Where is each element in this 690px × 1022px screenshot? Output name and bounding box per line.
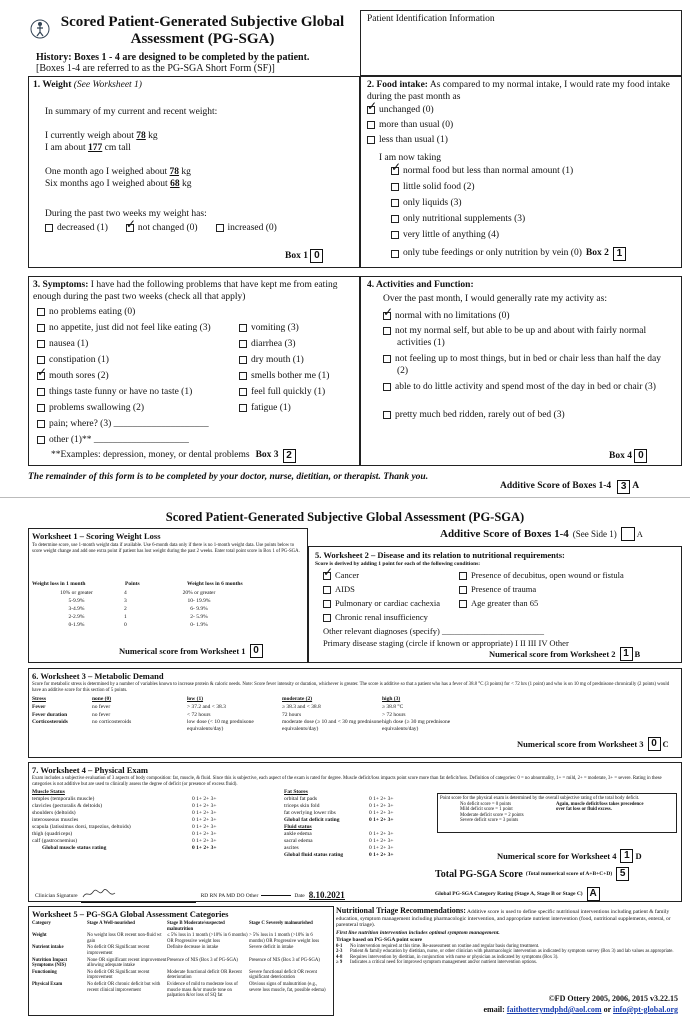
activity-little[interactable]: able to do little activity and spend most of the day in bed or chair (3) <box>383 382 673 410</box>
checkbox-icon[interactable] <box>383 355 391 363</box>
ws5-row: Weight No weight loss OR recent non-fluid wt gain ≤ 5% loss in 1 month (>10% in 6 months) OR Progressive weight loss > 5% loss in 1 month (>10% in 6 months) OR Progressive weight loss <box>32 933 320 944</box>
box4-score-row <box>609 449 647 463</box>
symptom-swallowing[interactable]: problems swallowing (2) <box>37 403 211 419</box>
ws1-row: 10% or greater 4 20% or greater <box>60 589 216 596</box>
checked-checkbox-icon[interactable] <box>367 106 375 114</box>
ws5-row: Physical Exam No deficit OR chronic deficit but with recent clinical improvement Evidence of mild to moderate loss of muscle mass &/or muscle tone on palpation &/or loss of SQ fat Obvious signs of malnutrition (e.g., severe loss muscle, fat, possible edema) <box>32 981 326 999</box>
ws4-note: Point score for the physical exam is determined by the overall subjective rating of the total body deficit. <box>440 796 640 801</box>
symptoms-title: 3. Symptoms: <box>33 280 89 290</box>
ws4-muscle-row: shoulders (deltoids) 0 1+ 2+ 3+ <box>32 810 217 817</box>
ws4-fluid-global[interactable]: Global fluid status rating 0 1+ 2+ 3+ <box>284 852 394 859</box>
ws4-muscle-row: thigh (quadriceps) 0 1+ 2+ 3+ <box>32 831 217 838</box>
ws3-score-row <box>517 737 669 751</box>
ws1-row: 3-4.9% 2 6- 9.9% <box>68 605 208 612</box>
checkbox-icon[interactable] <box>239 404 247 412</box>
ws2-cancer[interactable]: ✓Cancer <box>323 570 440 584</box>
current-weight-value[interactable]: 78 <box>136 131 146 141</box>
food-intro: As compared to my normal intake, I would rate my food intake during the past month as <box>367 80 670 102</box>
height-label: I am about <box>45 143 86 153</box>
box3-score[interactable]: 2 <box>283 449 296 463</box>
checked-checkbox-icon[interactable] <box>383 312 391 320</box>
ws2-title: 5. Worksheet 2 – Disease and its relation to nutritional requirements: <box>315 550 565 560</box>
month-weight-value[interactable]: 78 <box>169 167 180 177</box>
ws5-row: Nutrient intake No deficit OR Significant recent improvement Definite decrease in intake Severe deficit in intake <box>32 945 294 956</box>
ws2-renal[interactable]: Chronic renal insufficiency <box>323 612 440 624</box>
six-month-weight-row <box>45 179 191 191</box>
weight-option-increased[interactable]: increased (0) <box>216 223 277 235</box>
weight-option-not-changed[interactable]: ✓ not changed (0) <box>126 223 198 235</box>
symptom-smells[interactable]: smells bother me (1) <box>239 371 329 387</box>
ws4-muscle-row: calf (gastrocnemius) 0 1+ 2+ 3+ <box>32 838 217 845</box>
taking-label: I am now taking <box>379 153 442 163</box>
triage-row: 4-8 Requires intervention by dietitian, in conjunction with nurse or physician as indicated by symptoms (Box 3). <box>336 954 559 960</box>
ws3-score-label: Numerical score from Worksheet 3 <box>517 739 644 749</box>
remainder-note: The remainder of this form is to be completed by your doctor, nurse, dietitian, or therapist. Thank you. <box>28 472 429 482</box>
month-weight-row <box>45 167 191 179</box>
email-or: or <box>603 1005 611 1014</box>
worksheet2-box <box>308 546 682 663</box>
checked-checkbox-icon[interactable] <box>323 572 331 580</box>
checkbox-icon[interactable] <box>323 614 331 622</box>
taking-option-supplements[interactable]: only nutritional supplements (3) <box>391 214 626 230</box>
ws3-row: Fever duration no fever < 72 hours 72 hours > 72 hours <box>32 711 406 718</box>
checkbox-icon[interactable] <box>459 572 467 580</box>
box4-label: Box 4 <box>609 451 632 462</box>
ws4-again: Again, muscle deficit/loss takes precedence over fat loss or fluid excess. <box>556 801 644 813</box>
month-weight-unit: kg <box>181 167 191 177</box>
food-option-more[interactable]: more than usual (0) <box>367 120 453 135</box>
ws4-desc: Exam includes a subjective evaluation of 3 aspects of body composition: fat, muscle, & fluid. Since this is subjective, each aspect of the exam is rated for degree. Muscle deficit/loss impacts point score more than fat deficit/loss. Definition of categories: 0 = no abnormality, 1+ = mild, 2+ = moderate, 3+ = severe. Rating in these categories is not additive but are used to clinically assess the degree of deficit (or presence of excess fluid). <box>32 776 662 787</box>
ws2-cachexia[interactable]: Pulmonary or cardiac cachexia <box>323 598 440 612</box>
ws5-header-row: Category Stage A Well-nourished Stage B Moderate/suspected malnutrition Stage C Severely malnourished <box>32 921 313 932</box>
ws2-trauma[interactable]: Presence of trauma <box>459 584 624 598</box>
food-option-unchanged[interactable]: ✓unchanged (0) <box>367 105 453 120</box>
email-row <box>483 1005 678 1014</box>
ws2-decubitus[interactable]: Presence of decubitus, open wound or fistula <box>459 570 624 584</box>
side2-additive-letter: A <box>636 529 643 539</box>
worksheet1-box <box>28 528 308 663</box>
triage-row: ≥ 9 Indicates a critical need for improved symptom management and/or nutrient intervention options. <box>336 960 538 966</box>
symptoms-box <box>28 276 360 466</box>
checkbox-icon[interactable] <box>45 224 53 232</box>
side2-additive-label: Additive Score of Boxes 1-4 <box>440 528 569 540</box>
checkbox-icon[interactable] <box>391 183 399 191</box>
ws3-row: Fever no fever > 37.2 and < 38.3 ≥ 38.3 and < 38.8 ≥ 38.8 °C <box>32 703 404 710</box>
checkbox-icon[interactable] <box>239 388 247 396</box>
ws4-muscle-list <box>32 789 242 852</box>
ws1-score-label: Numerical score from Worksheet 1 <box>119 646 246 656</box>
box4-score[interactable]: 0 <box>634 449 647 463</box>
pgsga-logo-icon <box>30 18 50 40</box>
ws4-muscle-title: Muscle Status <box>32 789 65 795</box>
checkbox-icon[interactable] <box>391 250 399 258</box>
triage-list <box>336 944 682 966</box>
height-unit: cm tall <box>104 143 131 153</box>
ws2-left-list <box>323 570 440 624</box>
symptom-dry-mouth[interactable]: dry mouth (1) <box>239 355 329 371</box>
ws4-score-row <box>497 849 642 863</box>
ws1-col-month: Weight loss in 1 month <box>32 581 86 587</box>
ws3-table <box>32 695 512 732</box>
triage-row: 2-3 Patient & family education by dietitian, nurse, or other clinician with pharmacologic intervention as indicated by symptom survey (Box 3) and lab values as appropriate. <box>336 949 674 955</box>
ws2-score-label: Numerical score from Worksheet 2 <box>489 649 616 659</box>
two-weeks-label: During the past two weeks my weight has: <box>45 209 207 219</box>
ws1-table <box>29 589 269 629</box>
worksheet5-box <box>28 906 334 1016</box>
checked-checkbox-icon[interactable] <box>391 167 399 175</box>
checkbox-icon[interactable] <box>239 324 247 332</box>
symptom-nausea[interactable]: nausea (1) <box>37 339 211 355</box>
side1-additive-letter: A <box>632 481 640 492</box>
ws2-subtitle: Score is derived by adding 1 point for each of the following conditions: <box>315 561 481 567</box>
box3-label: Box 3 <box>255 450 279 461</box>
weight-box <box>28 76 360 268</box>
checkbox-icon[interactable] <box>37 324 45 332</box>
symptoms-examples-row <box>51 449 296 463</box>
ws2-aids[interactable]: AIDS <box>323 584 440 598</box>
signature-row <box>35 889 345 903</box>
six-month-weight-label: Six months ago I weighed about <box>45 179 168 189</box>
page-separator <box>0 497 690 498</box>
checkbox-icon[interactable] <box>323 586 331 594</box>
patient-id-box[interactable] <box>360 10 682 76</box>
height-value[interactable]: 177 <box>88 143 103 153</box>
ws2-right-list <box>459 570 624 612</box>
triage-section <box>336 908 682 1018</box>
current-weight-unit: kg <box>148 131 158 141</box>
checkbox-icon[interactable] <box>383 383 391 391</box>
side2-title: Scored Patient-Generated Subjective Global Assessment (PG-SGA) <box>165 510 525 524</box>
symptom-constipation[interactable]: constipation (1) <box>37 355 211 371</box>
history-line2: [Boxes 1-4 are referred to as the PG-SGA Short Form (SF)] <box>36 63 275 74</box>
ws3-row: Corticosteroids no corticosteroids low dose (< 10 mg prednisone equivalents/day) moderate dose (≥ 10 and < 30 mg prednisone equivalents/day) high dose (≥ 30 mg prednisone equivalents/day) <box>32 719 451 732</box>
worksheet4-box <box>28 762 682 902</box>
total-score-sub: (Total numerical score of A+B+C+D) <box>525 870 613 877</box>
weight-change-options <box>45 223 277 235</box>
ws5-title: Worksheet 5 – PG-SGA Global Assessment Categories <box>32 909 229 919</box>
symptom-no-problems[interactable]: no problems eating (0) <box>37 307 211 323</box>
ws4-fat-row: triceps skin fold 0 1+ 2+ 3+ <box>284 803 394 810</box>
triage-row: 0-1 No intervention required at this time. Re-assessment on routine and regular basis during treatment. <box>336 943 540 949</box>
ws4-deficit: No deficit score = 0 points <box>460 801 512 807</box>
symptom-full-quickly[interactable]: feel full quickly (1) <box>239 387 329 403</box>
ws3-desc: Score for metabolic stress is determined by a number of variables known to increase protein & caloric needs. Note: Score fever intensity or duration, whichever is greater. The score is additive so that a patient who has a fever of 38.8 °C (3 points) for < 72 hrs (1 point) and who is on 10 mg of prednisone chronically (2 points) would have an additive score for this section of 5 points. <box>32 682 670 693</box>
symptom-taste[interactable]: things taste funny or have no taste (1) <box>37 387 211 403</box>
checkbox-icon[interactable] <box>383 327 391 335</box>
checkbox-icon[interactable] <box>37 340 45 348</box>
ws3-header-row: Stress none (0) low (1) moderate (2) high (3) <box>32 695 401 702</box>
credentials[interactable]: RD RN PA MD DO Other <box>200 892 259 899</box>
ws4-deficit: Severe deficit score = 3 points <box>460 818 519 824</box>
copyright: ©FD Ottery 2005, 2006, 2015 v3.22.15 <box>548 994 678 1003</box>
food-options <box>367 105 453 150</box>
ws1-row: 0-1.9% 0 0- 1.9% <box>68 621 208 628</box>
ws3-letter: C <box>662 739 669 749</box>
symptom-mouth-sores[interactable]: ✓mouth sores (2) <box>37 371 211 387</box>
checkbox-icon[interactable] <box>367 121 375 129</box>
box2-score[interactable]: 1 <box>613 247 626 261</box>
activity-normal[interactable]: ✓normal with no limitations (0) <box>383 311 673 326</box>
symptom-other[interactable]: other (1)** ____________________ <box>37 435 211 449</box>
checkbox-icon[interactable] <box>37 308 45 316</box>
weight-title: 1. Weight <box>33 80 72 90</box>
box2-label: Box 2 <box>585 248 609 259</box>
ws5-table <box>32 921 332 999</box>
rating-label: Global PG-SGA Category Rating (Stage A, Stage B or Stage C) <box>435 890 583 897</box>
checkbox-icon[interactable] <box>239 372 247 380</box>
ws4-letter: D <box>635 851 642 861</box>
checkbox-icon[interactable] <box>239 356 247 364</box>
current-weight-label: I currently weigh about <box>45 131 134 141</box>
side2-additive-side: (See Side 1) <box>572 529 617 539</box>
checked-checkbox-icon[interactable] <box>37 372 45 380</box>
symptom-vomiting[interactable]: vomiting (3) <box>239 323 329 339</box>
triage-intro-row <box>336 908 682 929</box>
side2-additive-row <box>440 527 643 541</box>
symptom-no-appetite[interactable]: no appetite, just did not feel like eating (3) <box>37 323 211 339</box>
ws1-score[interactable]: 0 <box>250 644 263 658</box>
ws1-score-row <box>119 644 263 658</box>
patient-id-label: Patient Identification Information <box>367 14 495 24</box>
side1-additive-label: Additive Score of Boxes 1-4 <box>500 481 612 492</box>
ws3-title: 6. Worksheet 3 – Metabolic Demand <box>32 671 164 681</box>
height-row <box>45 143 131 155</box>
symptoms-intro: I have had the following problems that have kept me from eating enough during the past two weeks (check all that apply) <box>33 280 338 302</box>
signature-line[interactable] <box>81 889 196 903</box>
checkbox-icon[interactable] <box>391 199 399 207</box>
taking-option-very-little[interactable]: very little of anything (4) <box>391 230 626 246</box>
taking-option-normal-less[interactable]: ✓normal food but less than normal amount (1) <box>391 166 626 182</box>
checkbox-icon[interactable] <box>367 136 375 144</box>
weight-title-row <box>33 80 142 92</box>
ws4-fat-title: Fat Stores <box>284 789 308 795</box>
checkbox-icon[interactable] <box>459 586 467 594</box>
checkbox-icon[interactable] <box>391 215 399 223</box>
total-score-row <box>435 867 629 881</box>
rating-row <box>435 887 600 901</box>
ws4-score[interactable]: 1 <box>620 849 633 863</box>
total-score[interactable]: 5 <box>616 867 629 881</box>
food-intro-row <box>367 80 675 103</box>
ws4-note-box <box>437 793 677 833</box>
triage-intro: Additive score is used to define specific nutritional interventions including patient & family education, symptom management including pharmacologic intervention, and appropriate nutrient intervention (food, nutritional supplements, enteral, or parenteral triage). <box>336 909 671 928</box>
checkbox-icon[interactable] <box>37 436 45 444</box>
total-score-label: Total PG-SGA Score <box>435 868 523 880</box>
side1-additive-row <box>500 480 639 494</box>
ws2-staging[interactable]: Primary disease staging (circle if known or appropriate) I II III IV Other <box>323 638 569 648</box>
ws3-score[interactable]: 0 <box>648 737 661 751</box>
taking-options <box>391 166 626 262</box>
ws4-score-label: Numerical score for Worksheet 4 <box>497 851 617 861</box>
ws4-fat-global[interactable]: Global fat deficit rating 0 1+ 2+ 3+ <box>284 817 394 824</box>
side1-title: Scored Patient-Generated Subjective Global Assessment (PG-SGA) <box>60 14 345 47</box>
ws1-col-six: Weight loss in 6 months <box>187 581 243 587</box>
ws4-muscle-row: temples (temporalis muscle) 0 1+ 2+ 3+ <box>32 796 217 803</box>
ws5-row: Nutrition Impact Symptoms (NIS) None OR significant recent improvement allowing adequate intake Presence of NIS (Box 3 of PG-SGA) Presence of NIS (Box 3 of PG-SGA) <box>32 957 320 969</box>
box1-score-row <box>285 249 323 263</box>
ws4-fat-row: orbital fat pads 0 1+ 2+ 3+ <box>284 796 394 803</box>
checkbox-icon[interactable] <box>37 420 45 428</box>
email-link-1[interactable]: faithotterymdphd@aol.com <box>506 1005 602 1014</box>
ws4-deficit: Moderate deficit score = 2 points <box>460 812 524 818</box>
signature-label: Clinician Signature <box>35 892 78 899</box>
ws2-other[interactable]: Other relevant diagnoses (specify) ________________________ <box>323 626 544 636</box>
activities-options <box>383 311 673 425</box>
history-line1: History: Boxes 1 - 4 are designed to be completed by the patient. <box>36 52 310 63</box>
ws4-muscle-row: interosseous muscles 0 1+ 2+ 3+ <box>32 817 217 824</box>
email-link-2[interactable]: info@pt-global.org <box>613 1005 678 1014</box>
activities-title: 4. Activities and Function: <box>367 280 474 290</box>
month-weight-label: One month ago I weighed about <box>45 167 168 177</box>
checkbox-icon[interactable] <box>216 224 224 232</box>
symptoms-right-list <box>239 323 329 419</box>
box1-label: Box 1 <box>285 251 308 262</box>
activities-intro: Over the past month, I would generally rate my activity as: <box>383 294 607 304</box>
symptoms-left-list <box>37 307 211 449</box>
ws4-title: 7. Worksheet 4 – Physical Exam <box>32 765 149 775</box>
six-month-weight-unit: kg <box>181 179 192 189</box>
symptom-fatigue[interactable]: fatigue (1) <box>239 403 329 419</box>
date-label: Date <box>294 892 305 899</box>
side1-additive-score[interactable]: 3 <box>617 480 630 494</box>
ws2-letter: B <box>634 649 641 659</box>
checkbox-icon[interactable] <box>37 388 45 396</box>
activity-not-normal[interactable]: not my normal self, but able to be up and about with fairly normal activities (1) <box>383 326 673 354</box>
worksheet3-box <box>28 668 682 758</box>
food-title: 2. Food intake: <box>367 80 428 90</box>
taking-option-liquids[interactable]: only liquids (3) <box>391 198 626 214</box>
symptoms-examples: **Examples: depression, money, or dental problems <box>51 450 250 461</box>
taking-option-little-solid[interactable]: little solid food (2) <box>391 182 626 198</box>
signature-scribble-icon <box>81 889 117 899</box>
food-option-less[interactable]: less than usual (1) <box>367 135 453 150</box>
weight-worksheet-ref: (See Worksheet 1) <box>73 80 142 90</box>
ws1-row: 5-9.9% 3 10- 19.9% <box>68 597 211 604</box>
checkbox-icon[interactable] <box>323 600 331 608</box>
ws2-age[interactable]: Age greater than 65 <box>459 598 624 612</box>
checkbox-icon[interactable] <box>239 340 247 348</box>
side2-additive-box[interactable] <box>621 527 635 541</box>
six-month-weight-value[interactable]: 68 <box>170 179 180 189</box>
symptom-pain[interactable]: pain; where? (3) ____________________ <box>37 419 211 435</box>
ws1-col-points: Points <box>125 581 140 587</box>
ws2-score[interactable]: 1 <box>620 647 633 661</box>
ws4-fluid-row: sacral edema 0 1+ 2+ 3+ <box>284 838 394 845</box>
rating-value[interactable]: A <box>587 887 600 901</box>
checkbox-icon[interactable] <box>459 600 467 608</box>
ws1-desc: To determine score, use 1-month weight data if available. Use 6-month data only if there is no 1-month weight data. Use points below to score weight change and add one extra point if patient has lost weight during the past 2 weeks. Enter total point score in Box 1 of PG-SGA. <box>32 543 300 554</box>
ws4-muscle-row: scapula (latissimus dorsi, trapezius, deltoids) 0 1+ 2+ 3+ <box>32 824 217 831</box>
checkbox-icon[interactable] <box>383 411 391 419</box>
ws4-fluid-row: ankle edema 0 1+ 2+ 3+ <box>284 831 394 838</box>
symptoms-intro-row <box>33 280 355 303</box>
triage-subtitle: Triage based on PG-SGA point score <box>336 937 423 943</box>
ws4-muscle-global[interactable]: Global muscle status rating 0 1+ 2+ 3+ <box>42 845 217 852</box>
weight-summary: In summary of my current and recent weight: <box>45 107 218 117</box>
activity-half-day[interactable]: not feeling up to most things, but in bed or chair less than half the day (2) <box>383 354 673 382</box>
checked-checkbox-icon[interactable] <box>126 224 134 232</box>
triage-first-line: First line nutrition intervention includes optimal symptom management. <box>336 929 500 936</box>
activities-box <box>360 276 682 466</box>
box1-score[interactable]: 0 <box>310 249 323 263</box>
ws4-deficit: Mild deficit score = 1 point <box>460 807 513 813</box>
food-intake-box <box>360 76 682 268</box>
activity-bed-ridden[interactable]: pretty much bed ridden, rarely out of bed (3) <box>383 410 673 425</box>
ws2-score-row <box>489 647 640 661</box>
ws4-fat-row: fat overlying lower ribs 0 1+ 2+ 3+ <box>284 810 394 817</box>
ws1-title: Worksheet 1 – Scoring Weight Loss <box>32 531 161 541</box>
weight-option-decreased[interactable]: decreased (1) <box>45 223 108 235</box>
checkbox-icon[interactable] <box>37 404 45 412</box>
current-weight-row <box>45 131 158 143</box>
ws4-fluid-row: ascites 0 1+ 2+ 3+ <box>284 845 394 852</box>
email-label: email: <box>483 1005 505 1014</box>
ws4-fat-fluid-list <box>284 789 434 859</box>
ws4-fluid-title: Fluid status <box>284 824 312 830</box>
taking-option-tube[interactable]: only tube feedings or only nutrition by vein (0) Box 2 1 <box>391 246 626 262</box>
checkbox-icon[interactable] <box>391 231 399 239</box>
checkbox-icon[interactable] <box>37 356 45 364</box>
ws4-muscle-row: clavicles (pectoralis & deltoids) 0 1+ 2+ 3+ <box>32 803 217 810</box>
ws1-row: 2-2.9% 1 2- 5.9% <box>68 613 208 620</box>
ws5-row: Functioning No deficit OR Significant recent improvement Moderate functional deficit OR Recent deterioration Severe functional deficit OR recent significant deterioration <box>32 969 317 981</box>
date-value[interactable]: 8.10.2021 <box>308 890 345 900</box>
symptom-diarrhea[interactable]: diarrhea (3) <box>239 339 329 355</box>
triage-title: Nutritional Triage Recommendations: <box>336 906 466 915</box>
